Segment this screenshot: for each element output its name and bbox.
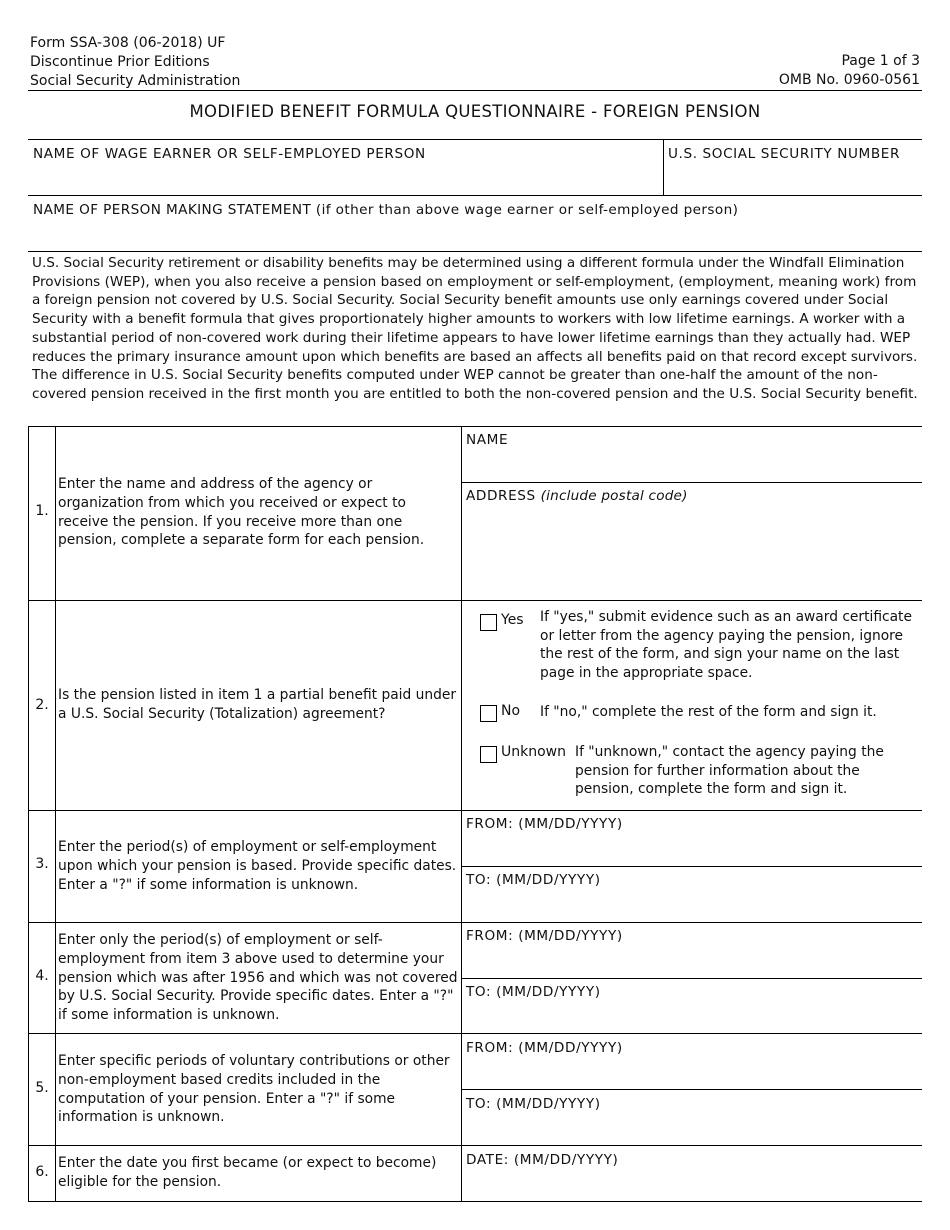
address-label-note: (include postal code) (540, 488, 688, 504)
question-text: Enter specific periods of voluntary contributions or other non-employment based credits included in the computation of your pension. Enter a "?" if some information is unknown. (58, 1053, 450, 1126)
form-number: Form SSA-308 (06-2018) UF (30, 35, 226, 51)
voluntary-from-date-label: FROM: (MM/DD/YYYY) (466, 1040, 623, 1056)
question-number: 1. (35, 503, 49, 519)
divider (28, 195, 922, 196)
divider (461, 866, 922, 867)
intro-paragraph: U.S. Social Security retirement or disability benefits may be determined using a different formula under the Windfall Elimination Provisions (WEP), when you also receive a pension based on employment or self-employment, (employment, meaning work) from a foreign pension not covered by U.S. Social Security. Social Security benefit amounts use only earnings covered under Social Security with a benefit formula that gives proportionately higher amounts to workers with low lifetime earnings. A worker with a substantial period of non-covered work during their lifetime appears to have lower lifetime earnings than they actually had. WEP reduces the primary insurance amount upon which benefits are based an affects all benefits paid on that record except survivors. The difference in U.S. Social Security benefits computed under WEP cannot be greater than one-half the amount of the non-covered pension received in the first month you are entitled to both the non-covered pension and the U.S. Social Security benefit. (32, 255, 918, 402)
eligibility-date-field[interactable] (464, 1171, 918, 1199)
statement-person-label: NAME OF PERSON MAKING STATEMENT (if other than above wage earner or self-employed person) (33, 202, 739, 218)
employment-to-date-field[interactable] (464, 891, 918, 920)
unknown-option-explanation: If "unknown," contact the agency paying the pension for further information about the pension, complete the form and sign it. (575, 744, 884, 798)
question-number: 5. (35, 1080, 49, 1096)
omb-number: OMB No. 0960-0561 (778, 72, 920, 88)
divider (461, 426, 462, 1202)
question-number: 4. (35, 968, 49, 984)
yes-option-explanation: If "yes," submit evidence such as an award certificate or letter from the agency paying the pension, ignore the rest of the form, and sign your name on the last page in the appropriate space. (540, 609, 912, 682)
no-option-label: No (501, 703, 521, 719)
header-divider (28, 90, 922, 91)
employment-to-date-label: TO: (MM/DD/YYYY) (466, 872, 601, 888)
wage-earner-name-field[interactable] (30, 165, 660, 193)
yes-option-label: Yes (501, 612, 524, 628)
question-number: 3. (35, 856, 49, 872)
divider (28, 1145, 922, 1146)
ssn-label: U.S. SOCIAL SECURITY NUMBER (668, 146, 901, 162)
voluntary-to-date-label: TO: (MM/DD/YYYY) (466, 1096, 601, 1112)
statement-person-field[interactable] (30, 221, 918, 249)
discontinue-note: Discontinue Prior Editions (30, 54, 210, 70)
yes-checkbox[interactable] (480, 614, 497, 631)
question-number: 2. (35, 697, 49, 713)
pension-agency-name-field[interactable] (464, 451, 918, 480)
question-text: Enter the date you first became (or expect to become) eligible for the pension. (58, 1155, 437, 1190)
question-text: Enter the period(s) of employment or self-employment upon which your pension is based. Provide specific dates. Enter a "?" if some information is unknown. (58, 839, 457, 893)
page-indicator: Page 1 of 3 (841, 53, 920, 69)
divider (28, 251, 922, 252)
form-header-left (30, 34, 240, 91)
wage-earner-name-label: NAME OF WAGE EARNER OR SELF-EMPLOYED PERSON (33, 146, 426, 162)
divider (28, 1201, 922, 1202)
question-text: Enter only the period(s) of employment or self-employment from item 3 above used to determine your pension which was after 1956 and which was not covered by U.S. Social Security. Provide specific dates. Enter a "?" if some information is unknown. (58, 932, 458, 1024)
pension-agency-address-label (466, 488, 688, 504)
divider (461, 1089, 922, 1090)
address-label-text: ADDRESS (466, 488, 536, 504)
divider (28, 426, 922, 427)
employment-from-date-label: FROM: (MM/DD/YYYY) (466, 816, 623, 832)
question-text: Is the pension listed in item 1 a partial benefit paid under a U.S. Social Security (Totalization) agreement? (58, 687, 457, 722)
page-title: MODIFIED BENEFIT FORMULA QUESTIONNAIRE - FOREIGN PENSION (189, 102, 761, 121)
unknown-option-label: Unknown (501, 744, 566, 760)
divider (461, 482, 922, 483)
voluntary-from-date-field[interactable] (464, 1059, 918, 1087)
ssn-field[interactable] (666, 165, 918, 193)
question-text: Enter the name and address of the agency or organization from which you received or expect to receive the pension. If you receive more than one pension, complete a separate form for each pension. (58, 476, 425, 549)
form-header-right (779, 52, 920, 90)
divider (663, 139, 664, 195)
employment-from-date-field[interactable] (464, 835, 918, 864)
divider (461, 978, 922, 979)
pension-agency-address-field[interactable] (464, 507, 918, 597)
divider (28, 810, 922, 811)
non-covered-to-date-field[interactable] (464, 1003, 918, 1031)
eligibility-date-label: DATE: (MM/DD/YYYY) (466, 1152, 619, 1168)
divider (28, 600, 922, 601)
voluntary-to-date-field[interactable] (464, 1115, 918, 1143)
divider (28, 922, 922, 923)
agency-name: Social Security Administration (30, 73, 241, 89)
no-option-explanation: If "no," complete the rest of the form and sign it. (540, 704, 877, 720)
non-covered-to-date-label: TO: (MM/DD/YYYY) (466, 984, 601, 1000)
question-number: 6. (35, 1164, 49, 1180)
no-checkbox[interactable] (480, 705, 497, 722)
pension-agency-name-label: NAME (466, 432, 509, 448)
non-covered-from-date-field[interactable] (464, 947, 918, 976)
divider (28, 1033, 922, 1034)
non-covered-from-date-label: FROM: (MM/DD/YYYY) (466, 928, 623, 944)
divider (28, 139, 922, 140)
unknown-checkbox[interactable] (480, 746, 497, 763)
